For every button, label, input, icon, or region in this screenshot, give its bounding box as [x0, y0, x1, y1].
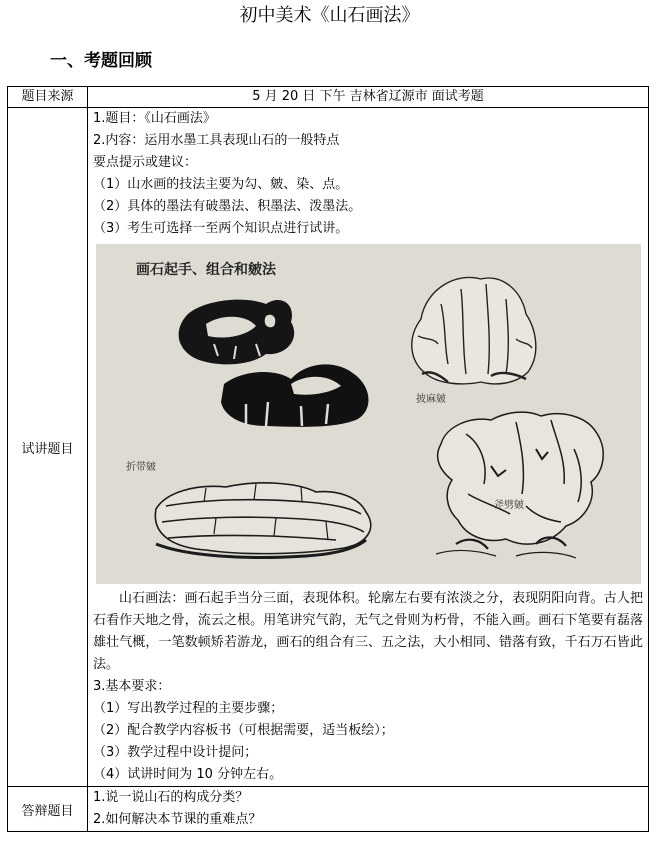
list-item: （1）山水画的技法主要为勾、皴、染、点。	[93, 177, 349, 192]
page-title: 初中美术《山石画法》	[239, 5, 420, 26]
fupi-label: 斧劈皴	[494, 500, 524, 511]
defense-header-cell: 答辩题目	[8, 787, 88, 832]
source-header-cell: 题目来源	[8, 87, 88, 108]
technique-paragraph: 山石画法：画石起手当分三面，表现体积。轮廓左右要有浓淡之分，表现阴阳向背。古人把石看作天地之骨，流云之根。用笔讲究气韵，无气之骨则为朽骨，不能入画。画石下笔要有磊落雄壮气概，一笔数顿矫若游龙，画石的组合有三、五之法，大小相同、错落有致，千石万石皆此法。	[93, 591, 643, 672]
list-item: 3.基本要求：	[93, 679, 171, 694]
exam-table	[7, 86, 649, 832]
table-row	[8, 87, 649, 108]
rock-illustration	[96, 244, 641, 584]
list-item: 要点提示或建议：	[93, 155, 198, 170]
defense-content-cell	[88, 787, 649, 832]
list-item: （2）配合教学内容板书（可根据需要，适当板绘）；	[93, 723, 394, 738]
zhedai-label: 折带皴	[126, 462, 156, 473]
section-heading: 一、考题回顾	[50, 51, 152, 71]
list-item: 2.内容：运用水墨工具表现山石的一般特点	[93, 133, 340, 148]
list-item: 1.说一说山石的构成分类？	[93, 790, 249, 805]
table-row	[8, 787, 649, 832]
list-item: （1）写出教学过程的主要步骤；	[93, 701, 284, 716]
table-row	[8, 108, 649, 787]
list-item: （4）试讲时间为 10 分钟左右。	[93, 767, 283, 782]
list-item: 1.题目：《山石画法》	[93, 111, 216, 126]
zhedai-rock	[155, 483, 370, 558]
figure-caption: 画石起手、组合和皴法	[136, 262, 276, 278]
pima-label: 披麻皴	[416, 394, 446, 405]
list-item: 2.如何解决本节课的重难点？	[93, 812, 262, 827]
rock-painting-figure	[96, 244, 641, 584]
list-item: （2）具体的墨法有破墨法、积墨法、泼墨法。	[93, 199, 362, 214]
list-item: （3）考生可选择一至两个知识点进行试讲。	[93, 221, 349, 236]
lecture-content-cell	[88, 108, 649, 787]
lecture-header-cell: 试讲题目	[8, 108, 88, 787]
source-value-cell: 5 月 20 日 下午 吉林省辽源市 面试考题	[88, 87, 649, 108]
list-item: （3）教学过程中设计提问；	[93, 745, 258, 760]
